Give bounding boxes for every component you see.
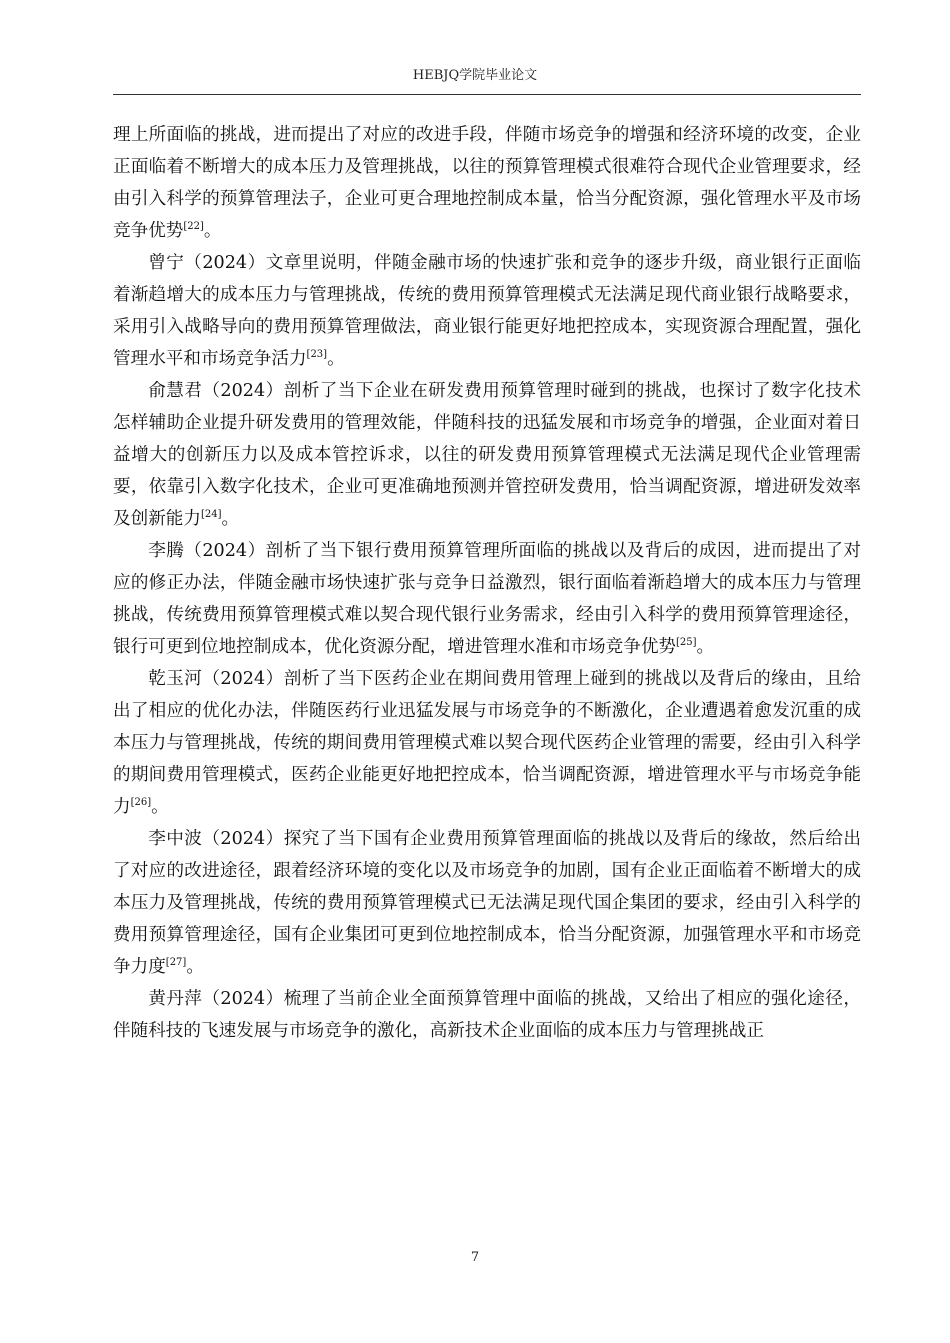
page-number: 7 xyxy=(470,1250,480,1265)
paragraph: 李腾（2024）剖析了当下银行费用预算管理所面临的挑战以及背后的成因，进而提出了对应的修正办法，伴随金融市场快速扩张与竞争日益激烈，银行面临着渐趋增大的成本压力与管理挑战，传统费用预算管理模式难以契合现代银行业务需求，经由引入科学的费用预算管理途径，银行可更到位地控制成本，优化资源分配，增进管理水准和市场竞争优势[25]。 xyxy=(113,541,861,657)
paragraph: 黄丹萍（2024）梳理了当前企业全面预算管理中面临的挑战，又给出了相应的强化途径，伴随科技的飞速发展与市场竞争的激化，高新技术企业面临的成本压力与管理挑战正 xyxy=(113,989,861,1041)
paragraph: 曾宁（2024）文章里说明，伴随金融市场的快速扩张和竞争的逐步升级，商业银行正面临着渐趋增大的成本压力与管理挑战，传统的费用预算管理模式无法满足现代商业银行战略要求，采用引入战略导向的费用预算管理做法，商业银行能更好地把控成本，实现资源合理配置，强化管理水平和市场竞争活力[23]。 xyxy=(113,253,861,369)
citation[interactable]: [27] xyxy=(165,957,187,969)
citation[interactable]: [23] xyxy=(306,349,328,361)
header-divider xyxy=(113,94,861,95)
body-text xyxy=(113,119,861,1047)
header-title: HEBJQ学院毕业论文 xyxy=(412,68,538,83)
citation[interactable]: [22] xyxy=(183,221,204,233)
paragraph: 李中波（2024）探究了当下国有企业费用预算管理面临的挑战以及背后的缘故，然后给出了对应的改进途径，跟着经济环境的变化以及市场竞争的加剧，国有企业正面临着不断增大的成本压力及管理挑战，传统的费用预算管理模式已无法满足现代国企集团的要求，经由引入科学的费用预算管理途径，国有企业集团可更到位地控制成本，恰当分配资源，加强管理水平和市场竞争力度[27]。 xyxy=(113,829,861,977)
citation[interactable]: [25] xyxy=(676,637,697,649)
page-footer xyxy=(0,1250,950,1266)
citation[interactable]: [26] xyxy=(130,797,152,809)
paragraph-continued: 理上所面临的挑战，进而提出了对应的改进手段，伴随市场竞争的增强和经济环境的改变，企业正面临着不断增大的成本压力及管理挑战，以往的预算管理模式很难符合现代企业管理要求，经由引入科学的预算管理法子，企业可更合理地控制成本量，恰当分配资源，强化管理水平及市场竞争优势[22]。 xyxy=(113,125,861,241)
paragraph: 乾玉河（2024）剖析了当下医药企业在期间费用管理上碰到的挑战以及背后的缘由，且给出了相应的优化办法，伴随医药行业迅猛发展与市场竞争的不断激化，企业遭遇着愈发沉重的成本压力与管理挑战，传统的期间费用管理模式难以契合现代医药企业管理的需要，经由引入科学的期间费用管理模式，医药企业能更好地把控成本，恰当调配资源，增进管理水平与市场竞争能力[26]。 xyxy=(113,669,861,817)
citation[interactable]: [24] xyxy=(200,509,222,521)
page-header xyxy=(0,68,950,84)
paragraph: 俞慧君（2024）剖析了当下企业在研发费用预算管理时碰到的挑战，也探讨了数字化技术怎样辅助企业提升研发费用的管理效能，伴随科技的迅猛发展和市场竞争的增强，企业面对着日益增大的创新压力以及成本管控诉求，以往的研发费用预算管理模式无法满足现代企业管理需要，依靠引入数字化技术，企业可更准确地预测并管控研发费用，恰当调配资源，增进研发效率及创新能力[24]。 xyxy=(113,381,861,529)
